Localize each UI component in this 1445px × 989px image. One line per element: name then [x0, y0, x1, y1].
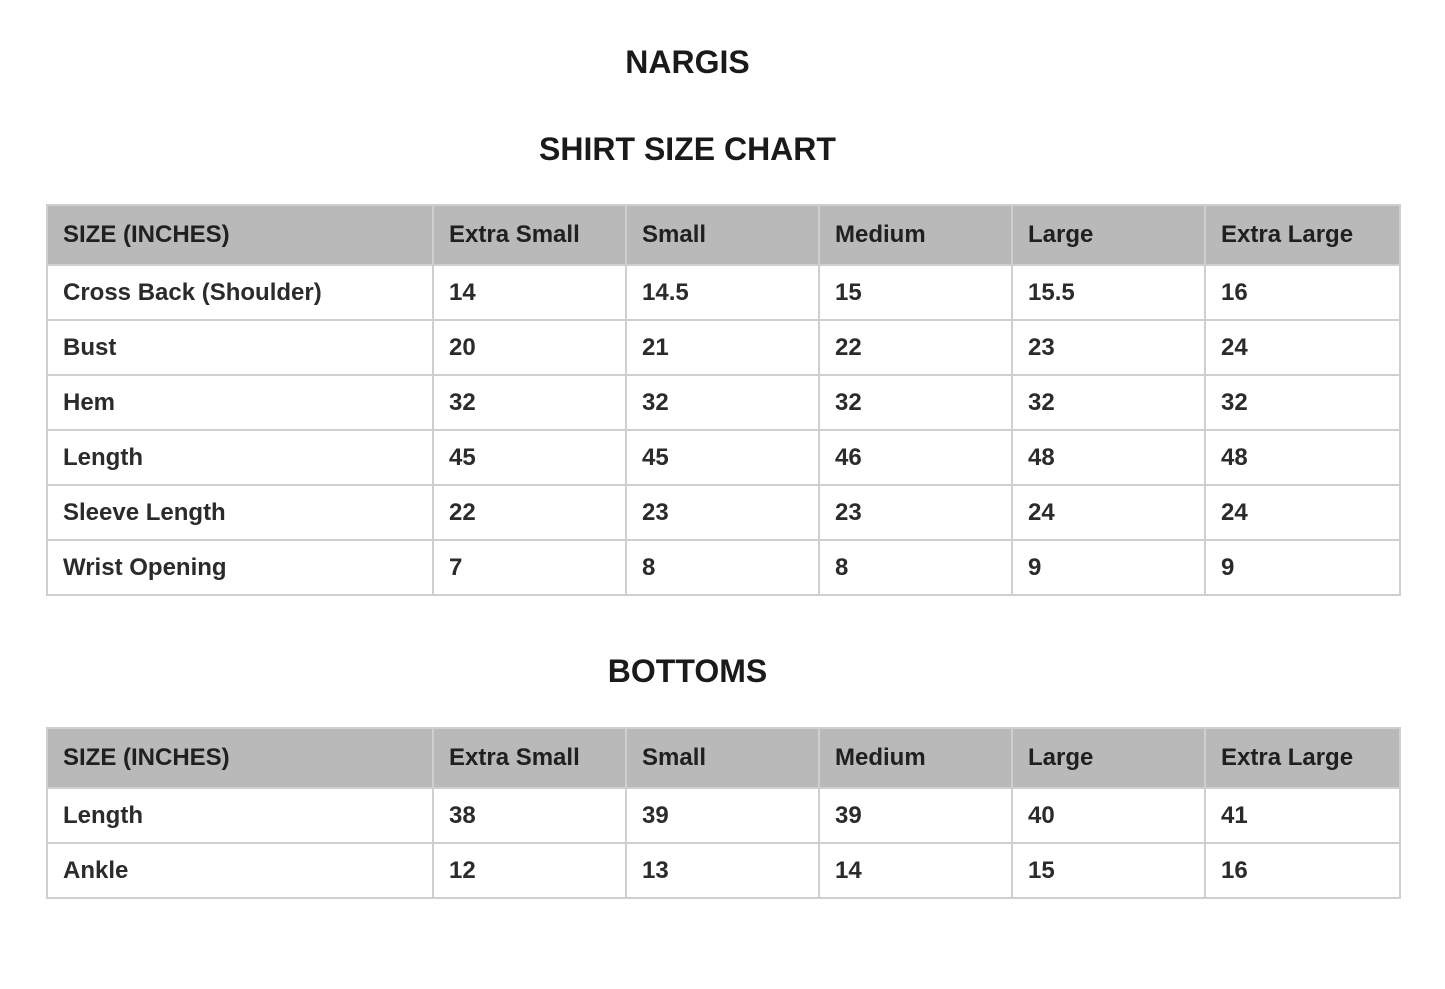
table-cell: 48	[1012, 430, 1205, 485]
table-cell: 39	[819, 788, 1012, 843]
row-label: Cross Back (Shoulder)	[47, 265, 433, 320]
header-cell-small: Small	[626, 205, 819, 265]
table-cell: 23	[626, 485, 819, 540]
table-cell: 24	[1205, 320, 1400, 375]
shirt-size-table	[46, 204, 1401, 596]
header-cell-medium: Medium	[819, 205, 1012, 265]
row-label: Wrist Opening	[47, 540, 433, 595]
row-label: Length	[47, 788, 433, 843]
table-cell: 39	[626, 788, 819, 843]
table-row	[47, 485, 1400, 540]
header-cell-medium: Medium	[819, 728, 1012, 788]
shirt-size-chart-title: SHIRT SIZE CHART	[539, 131, 836, 167]
table-cell: 8	[626, 540, 819, 595]
header-cell-extra-large: Extra Large	[1205, 205, 1400, 265]
header-cell-large: Large	[1012, 205, 1205, 265]
table-row	[47, 540, 1400, 595]
header-cell-extra-small: Extra Small	[433, 728, 626, 788]
table-row	[47, 375, 1400, 430]
row-label: Length	[47, 430, 433, 485]
table-cell: 45	[626, 430, 819, 485]
table-cell: 46	[819, 430, 1012, 485]
table-cell: 48	[1205, 430, 1400, 485]
table-cell: 7	[433, 540, 626, 595]
header-cell-large: Large	[1012, 728, 1205, 788]
header-cell-size: SIZE (INCHES)	[47, 728, 433, 788]
table-row	[47, 430, 1400, 485]
table-row	[47, 320, 1400, 375]
header-cell-extra-small: Extra Small	[433, 205, 626, 265]
table-cell: 40	[1012, 788, 1205, 843]
row-label: Hem	[47, 375, 433, 430]
header-cell-extra-large: Extra Large	[1205, 728, 1400, 788]
row-label: Sleeve Length	[47, 485, 433, 540]
table-cell: 32	[433, 375, 626, 430]
table-cell: 32	[626, 375, 819, 430]
table-cell: 38	[433, 788, 626, 843]
table-cell: 32	[819, 375, 1012, 430]
table-cell: 41	[1205, 788, 1400, 843]
header-cell-small: Small	[626, 728, 819, 788]
table-cell: 15.5	[1012, 265, 1205, 320]
table-cell: 23	[819, 485, 1012, 540]
table-cell: 15	[1012, 843, 1205, 898]
table-cell: 32	[1205, 375, 1400, 430]
table-cell: 9	[1012, 540, 1205, 595]
table-cell: 14	[819, 843, 1012, 898]
table-cell: 45	[433, 430, 626, 485]
table-cell: 24	[1205, 485, 1400, 540]
table-header-row	[47, 728, 1400, 788]
bottoms-size-table	[46, 727, 1401, 899]
bottoms-title: BOTTOMS	[607, 653, 768, 689]
table-cell: 24	[1012, 485, 1205, 540]
table-cell: 32	[1012, 375, 1205, 430]
brand-title: NARGIS	[625, 44, 750, 80]
table-row	[47, 265, 1400, 320]
table-row	[47, 788, 1400, 843]
table-cell: 15	[819, 265, 1012, 320]
table-cell: 23	[1012, 320, 1205, 375]
table-row	[47, 843, 1400, 898]
table-cell: 13	[626, 843, 819, 898]
table-cell: 9	[1205, 540, 1400, 595]
table-cell: 14	[433, 265, 626, 320]
table-cell: 12	[433, 843, 626, 898]
table-cell: 16	[1205, 265, 1400, 320]
table-cell: 20	[433, 320, 626, 375]
header-cell-size: SIZE (INCHES)	[47, 205, 433, 265]
row-label: Ankle	[47, 843, 433, 898]
table-cell: 22	[819, 320, 1012, 375]
table-cell: 16	[1205, 843, 1400, 898]
table-cell: 8	[819, 540, 1012, 595]
table-header-row	[47, 205, 1400, 265]
table-cell: 22	[433, 485, 626, 540]
table-cell: 21	[626, 320, 819, 375]
row-label: Bust	[47, 320, 433, 375]
table-cell: 14.5	[626, 265, 819, 320]
